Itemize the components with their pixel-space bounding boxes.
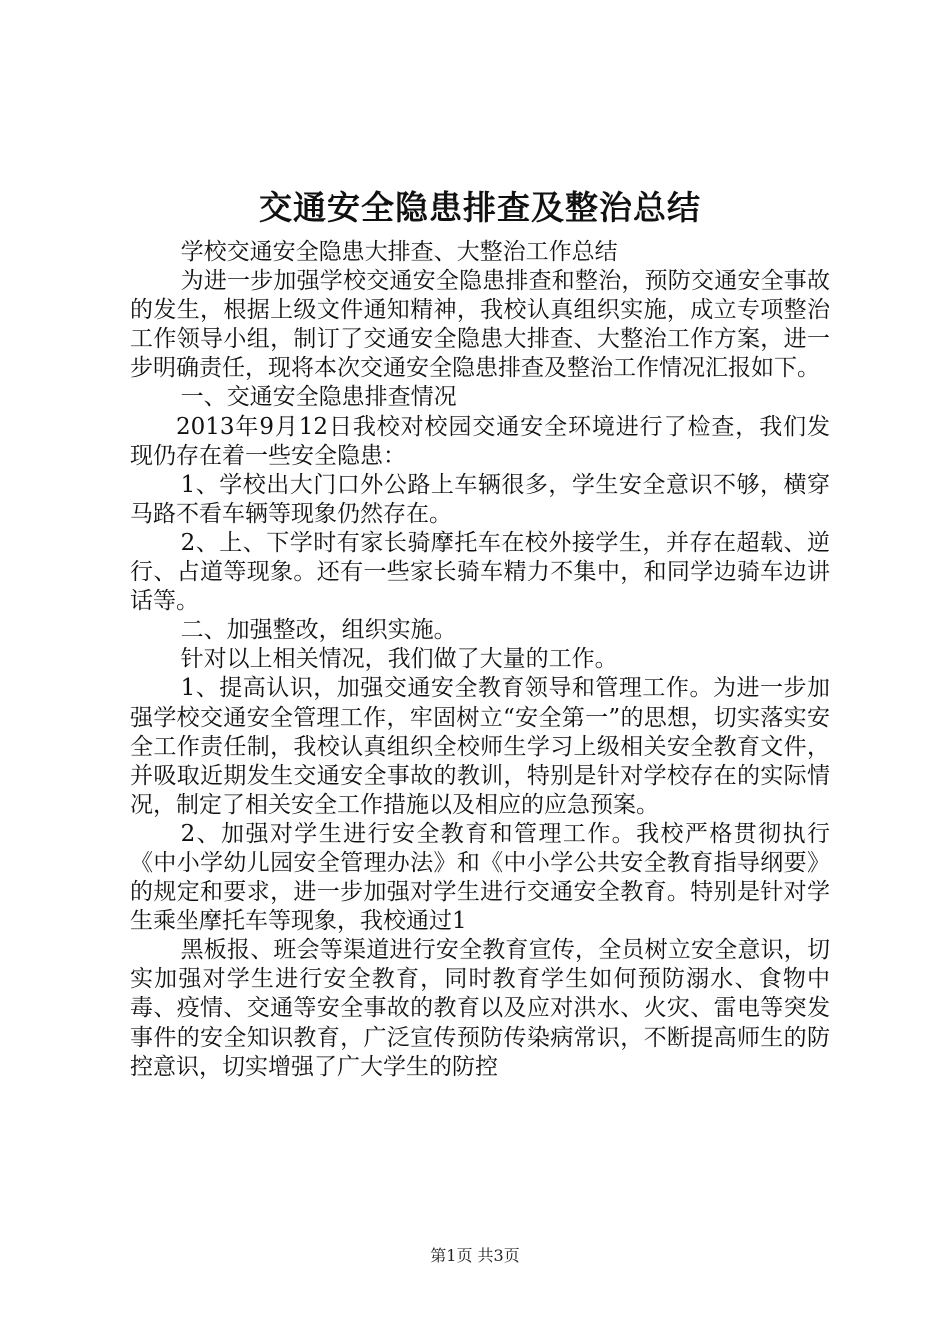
paragraph-issue-2: 2、上、下学时有家长骑摩托车在校外接学生，并存在超载、逆行、占道等现象。还有一些家长骑车精力不集中，和同学边骑车边讲话等。 (130, 529, 830, 615)
paragraph-issue-1: 1、学校出大门口外公路上车辆很多，学生安全意识不够，横穿马路不看车辆等现象仍然存在。 (130, 471, 830, 527)
paragraph-measure-1: 1、提高认识，加强交通安全教育领导和管理工作。为进一步加强学校交通安全管理工作，牢固树立“安全第一”的思想，切实落实安全工作责任制，我校认真组织全校师生学习上级相关安全教育文件，并吸取近期发生交通安全事故的教训，特别是针对学校存在的实际情况，制定了相关安全工作措施以及相应的应急预案。 (130, 675, 830, 818)
paragraph-measure-2: 2、加强对学生进行安全教育和管理工作。我校严格贯彻执行《中小学幼儿园安全管理办法》和《中小学公共安全教育指导纲要》的规定和要求，进一步加强对学生进行交通安全教育。特别是针对学生乘坐摩托车等现象，我校通过1 (130, 820, 830, 935)
paragraph-subtitle: 学校交通安全隐患大排查、大整治工作总结 (180, 239, 618, 265)
paragraph-intro: 为进一步加强学校交通安全隐患排查和整治，预防交通安全事故的发生，根据上级文件通知精神，我校认真组织实施，成立专项整治工作领导小组，制订了交通安全隐患大排查、大整治工作方案，进一步明确责任，现将本次交通安全隐患排查及整治工作情况汇报如下。 (130, 268, 830, 382)
paragraph-measures-intro: 针对以上相关情况，我们做了大量的工作。 (180, 646, 618, 673)
page-footer: 第1页 共3页 (430, 1246, 520, 1265)
paragraph-inspection: 2013年9月12日我校对校园交通安全环境进行了检查，我们发现仍存在着一些安全隐患： (130, 413, 830, 469)
document-body (130, 238, 830, 1082)
section-heading-1: 一、交通安全隐患排查情况 (180, 384, 457, 411)
paragraph-measure-2-continued: 黑板报、班会等渠道进行安全教育宣传，全员树立安全意识，切实加强对学生进行安全教育，同时教育学生如何预防溺水、食物中毒、疫情、交通等安全事故的教育以及应对洪水、火灾、雷电等突发事件的安全知识教育，广泛宣传预防传染病常识，不断提高师生的防控意识，切实增强了广大学生的防控 (130, 937, 830, 1080)
document-title: 交通安全隐患排查及整治总结 (259, 188, 701, 227)
section-heading-2: 二、加强整改，组织实施。 (180, 617, 457, 644)
